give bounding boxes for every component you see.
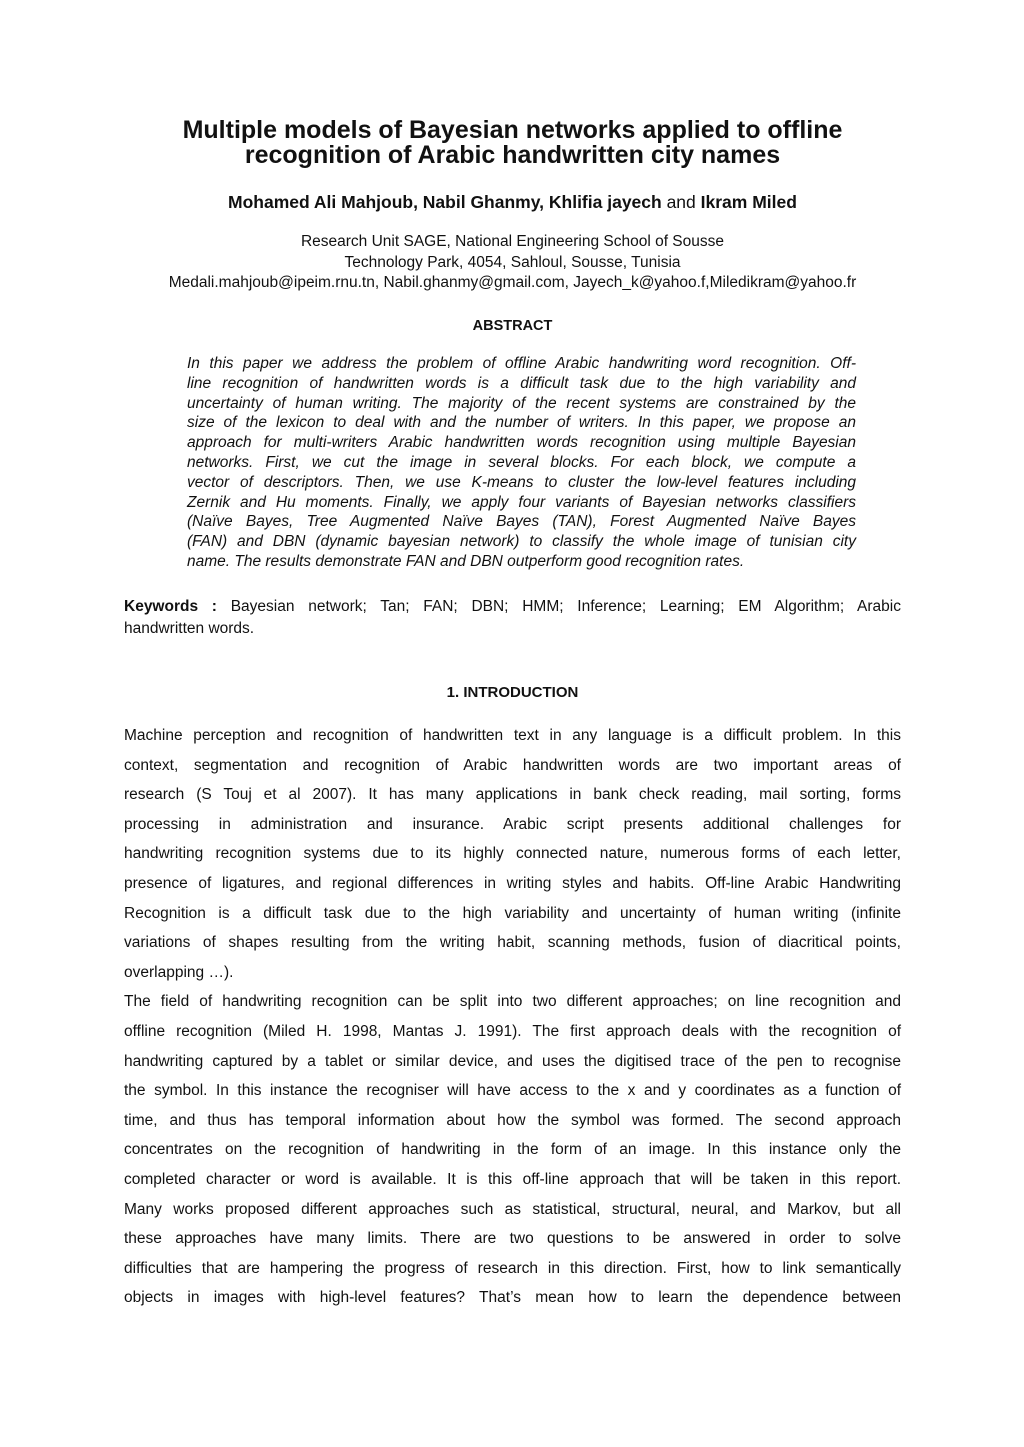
abstract-heading: ABSTRACT [472,318,553,334]
abstract-line: (Naïve Bayes, Tree Augmented Naïve Bayes (TAN), Forest Augmented Naïve Bayes [187,513,856,531]
body-line: context, segmentation and recognition of Arabic handwritten words are two important areas of [124,756,901,774]
abstract-line: size of the lexicon to deal with and the number of writers. In this paper, we propose an [187,414,856,432]
affiliation-line-1: Research Unit SAGE, National Engineering School of Sousse [300,233,725,250]
abstract-line: Zernik and Hu moments. Finally, we apply four variants of Bayesian networks classifiers [187,493,856,511]
body-line: presence of ligatures, and regional differences in writing styles and habits. Off-line Arabic Handwriting [124,874,901,892]
authors-main: Mohamed Ali Mahjoub, Nabil Ghanmy, Khlifia jayech [228,192,662,212]
body-line: difficulties that are hampering the progress of research in this direction. First, how to link semantically [124,1259,901,1277]
keywords-label: Keywords : [124,598,217,615]
abstract-line: (FAN) and DBN (dynamic bayesian network) to classify the whole image of tunisian city [187,533,856,551]
affiliation-block [114,232,911,294]
body-line: handwriting recognition systems due to its highly connected nature, numerous forms of each letter, [124,845,901,863]
body-line: variations of shapes resulting from the writing habit, scanning methods, fusion of diacritical points, [124,934,901,952]
body-line: time, and thus has temporal information about how the symbol was formed. The second approach [124,1111,901,1129]
affiliation-line-2: Technology Park, 4054, Sahloul, Sousse, Tunisia [344,253,681,271]
body-line: overlapping …). [124,963,234,981]
introduction-heading: 1. INTRODUCTION [446,684,579,701]
keywords-list: Bayesian network; Tan; FAN; DBN; HMM; Inference; Learning; EM Algorithm; Arabic [230,598,901,615]
abstract-line: networks. First, we cut the image in several blocks. For each block, we compute a [187,453,856,471]
author-emails: Medali.mahjoub@ipeim.rnu.tn, Nabil.ghanmy@gmail.com, Jayech_k@yahoo.f,Miledikram@yahoo.fr [168,274,857,291]
abstract-body [187,354,856,572]
abstract-line: In this paper we address the problem of offline Arabic handwriting word recognition. Off- [187,355,856,372]
introduction-body [124,721,901,1313]
body-line: these approaches have many limits. There are two questions to be answered in order to solve [124,1230,901,1248]
abstract-line: name. The results demonstrate FAN and DBN outperform good recognition rates. [187,552,745,570]
paper-title [124,118,901,168]
body-line: Many works proposed different approaches such as statistical, structural, neural, and Markov, but all [124,1200,901,1218]
authors-and: and [666,192,696,212]
title-line-2: recognition of Arabic handwritten city names [244,141,781,169]
authors-last: Ikram Miled [700,192,797,212]
body-line: completed character or word is available. It is this off-line approach that will be taken in this report. [124,1170,901,1188]
body-line: handwriting captured by a tablet or similar device, and uses the digitised trace of the pen to recognise [124,1052,901,1070]
abstract-line: uncertainty of human writing. The majority of the recent systems are constrained by the [187,394,856,412]
abstract-line: approach for multi-writers Arabic handwritten words recognition using multiple Bayesian [187,434,856,452]
body-line: offline recognition (Miled H. 1998, Mantas J. 1991). The first approach deals with the recognition of [124,1022,901,1040]
body-line: research (S Touj et al 2007). It has many applications in bank check reading, mail sorting, forms [124,786,901,804]
abstract-line: vector of descriptors. Then, we use K-means to cluster the low-level features including [187,473,856,491]
body-line: processing in administration and insurance. Arabic script presents additional challenges for [124,815,901,833]
keywords-line-2: handwritten words. [124,620,255,637]
keywords-line-1 [124,596,901,618]
keywords-block [124,596,901,640]
body-line: Recognition is a difficult task due to the high variability and uncertainty of human writing (infinite [124,904,901,922]
body-line: concentrates on the recognition of handwriting in the form of an image. In this instance only the [124,1141,901,1159]
body-line: The field of handwriting recognition can be split into two different approaches; on line recognition and [124,993,901,1011]
body-line: Machine perception and recognition of handwritten text in any language is a difficult problem. In this [124,727,901,744]
author-list [124,191,901,213]
body-line: the symbol. In this instance the recogniser will have access to the x and y coordinates as a function of [124,1082,901,1100]
title-line-1: Multiple models of Bayesian networks applied to offline [182,116,843,144]
body-line: objects in images with high-level features? That’s mean how to learn the dependence between [124,1289,901,1307]
abstract-line: line recognition of handwritten words is a difficult task due to the high variability and [187,374,856,392]
